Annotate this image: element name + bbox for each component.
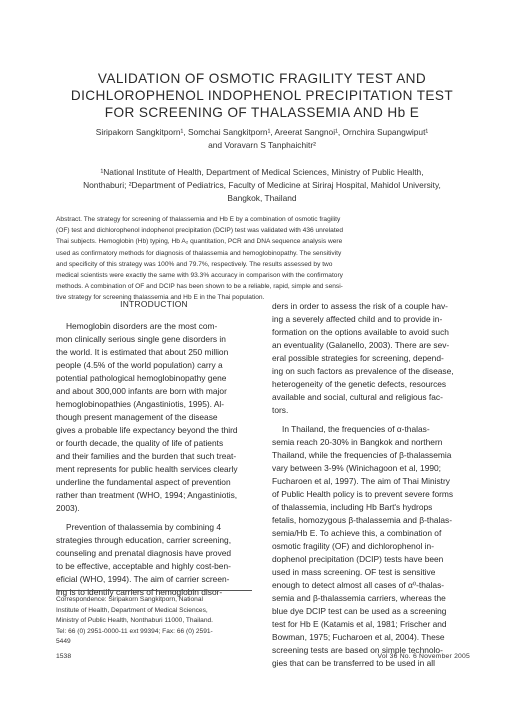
text-line: Prevention of thalassemia by combining 4 xyxy=(66,522,222,532)
text-line: ment represents for public health services clearly xyxy=(56,464,238,474)
text-line: to be effective, acceptable and highly cost-ben- xyxy=(56,561,231,571)
text-line: or fourth decade, the quality of life of patients xyxy=(56,438,224,448)
abstract-line: Thai subjects. Hemoglobin (Hb) typing, Hb A₂ quantitation, PCR and DNA sequence analysis were xyxy=(56,238,343,246)
text-line: semia and β-thalassemia carriers, whereas the xyxy=(272,593,446,603)
title-line: VALIDATION OF OSMOTIC FRAGILITY TEST AND xyxy=(97,71,427,86)
text-line: heterogeneity of the genetic defects, resources xyxy=(272,379,447,389)
text-line: of thalassemia, including Hb Bart's hydrops xyxy=(272,502,433,512)
abstract-line: Abstract. The strategy for screening of thalassemia and Hb E by a combination of osmotic fragility xyxy=(56,216,341,223)
abstract-line: and specificity of this strategy was 100% and 79.7%, respectively. The results assessed by two xyxy=(56,260,333,268)
text-line: Bowman, 1975; Fucharoen et al, 2004). These xyxy=(272,632,445,642)
text-line: Thailand, while the frequencies of β-thalassemia xyxy=(272,450,452,460)
text-line: though present management of the disease xyxy=(56,412,218,422)
text-line: test for Hb E (Katamis et al, 1981; Frischer and xyxy=(272,619,447,629)
paragraph xyxy=(272,300,470,417)
text-line: screening tests are based on simple technolo- xyxy=(272,645,443,655)
text-line: and their families and the burden that such treat- xyxy=(56,451,237,461)
text-line: fetalis, homozygous β-thalassemia and β-thalas- xyxy=(272,515,453,525)
text-line: mon clinically serious single gene disorders in xyxy=(56,334,226,344)
correspondence-line: 5449 xyxy=(56,638,71,646)
correspondence-note xyxy=(56,590,252,648)
affiliation-line: Bangkok, Thailand xyxy=(227,193,297,203)
text-line: underline the fundamental aspect of prevention xyxy=(56,477,231,487)
text-line: and about 300,000 infants are born with major xyxy=(56,386,227,396)
text-line: dophenol precipitation (DCIP) tests have been xyxy=(272,554,444,564)
text-line: osmotic fragility (OF) and dichlorophenol in- xyxy=(272,541,434,551)
text-line: tors. xyxy=(272,405,289,415)
article-title xyxy=(40,70,484,121)
text-line: eficial (WHO, 1994). The aim of carrier screen- xyxy=(56,574,230,584)
affiliation-line: Nonthaburi; ²Department of Pediatrics, Faculty of Medicine at Siriraj Hospital, Mahidol University, xyxy=(83,180,441,190)
text-line: gies that can be transferred to be used in all xyxy=(272,658,435,668)
text-line: 2003). xyxy=(56,503,80,513)
text-line: rather than treatment (WHO, 1994; Angastiniotis, xyxy=(56,490,238,500)
text-line: hemoglobinopathies (Angastiniotis, 1995). Al- xyxy=(56,399,225,409)
abstract-line: tive strategy for screening thalassemia and Hb E in the Thai population. xyxy=(56,294,265,302)
text-line: strategies through education, carrier screening, xyxy=(56,535,232,545)
text-line: ing is to identify carriers of hemoglobin disor- xyxy=(56,587,223,597)
affiliations xyxy=(20,166,504,205)
text-line: formation on the options available to avoid such xyxy=(272,327,449,337)
text-line: vary between 3-9% (Winichagoon et al, 1990; xyxy=(272,463,441,473)
text-line: the world. It is estimated that about 250 million xyxy=(56,347,229,357)
text-line: eral possible strategies for screening, depend- xyxy=(272,353,444,363)
journal-issue: Vol 36 No. 6 November 2005 xyxy=(377,653,470,660)
paragraph xyxy=(56,521,252,599)
left-column xyxy=(56,298,252,599)
text-line: potential pathological hemoglobinopathy gene xyxy=(56,373,227,383)
abstract-line: medical scientists were exactly the same with 93.3% accuracy in comparison with the confirmatory xyxy=(56,272,343,280)
text-line: Fucharoen et al, 1997). The aim of Thai Ministry xyxy=(272,476,450,486)
abstract-line: methods. A combination of OF and DCIP has been shown to be a reliable, rapid, simple and sensi- xyxy=(56,283,343,291)
abstract-line: used as confirmatory methods for diagnosis of thalassemia and hemoglobinopathy. The sensitivity xyxy=(56,249,342,257)
title-line: DICHLOROPHENOL INDOPHENOL PRECIPITATION TEST xyxy=(70,88,454,103)
section-heading: INTRODUCTION xyxy=(120,299,188,309)
text-line: ing a severely affected child and to provide in- xyxy=(272,314,443,324)
paragraph xyxy=(56,320,252,515)
author-line: and Voravarn S Tanphaichitr² xyxy=(208,140,316,150)
author-list xyxy=(30,126,494,152)
correspondence-line: Correspondence: Siripakorn Sangkitporn, National xyxy=(56,596,203,603)
correspondence-line: Ministry of Public Health, Nonthaburi 11000, Thailand. xyxy=(56,617,213,625)
title-line: FOR SCREENING OF THALASSEMIA AND Hb E xyxy=(104,105,420,120)
text-line: counseling and prenatal diagnosis have proved xyxy=(56,548,232,558)
affiliation-line: ¹National Institute of Health, Department of Medical Sciences, Ministry of Public Health, xyxy=(100,167,424,177)
text-line: In Thailand, the frequencies of α-thalas- xyxy=(282,424,430,434)
text-line: used in mass screening. OF test is sensitive xyxy=(272,567,436,577)
text-line: semia reach 20-30% in Bangkok and northern xyxy=(272,437,443,447)
text-line: blue dye DCIP test can be used as a screening xyxy=(272,606,447,616)
text-line: enough to detect almost all cases of α⁰-thalas- xyxy=(272,580,445,590)
text-line: of Public Health policy is to prevent severe forms xyxy=(272,489,454,499)
abstract-line: (OF) test and dichlorophenol indophenol precipitation (DCIP) test was validated with 436 unrelated xyxy=(56,227,343,235)
text-line: Hemoglobin disorders are the most com- xyxy=(66,321,218,331)
text-line: ing on such factors as prevalence of the disease, xyxy=(272,366,454,376)
text-line: semia/Hb E. To achieve this, a combination of xyxy=(272,528,442,538)
text-line: ders in order to assess the risk of a couple hav- xyxy=(272,301,448,311)
author-line: Siripakorn Sangkitporn¹, Somchai Sangkitporn¹, Areerat Sangnoi¹, Ornchira Supangwiput¹ xyxy=(95,127,429,137)
correspondence-line: Institute of Health, Department of Medical Sciences, xyxy=(56,606,208,614)
abstract xyxy=(56,214,470,304)
paragraph xyxy=(272,423,470,670)
text-line: available and social, cultural and religious fac- xyxy=(272,392,443,402)
text-line: an eventuality (Galanello, 2003). There are sev- xyxy=(272,340,450,350)
text-line: people (4.5% of the world population) carry a xyxy=(56,360,223,370)
right-column xyxy=(272,300,470,670)
page-number: 1538 xyxy=(56,653,72,660)
correspondence-line: Tel: 66 (0) 2951-0000-11 ext 99394; Fax: 66 (0) 2591- xyxy=(56,627,213,635)
text-line: gives a probable life expectancy beyond the third xyxy=(56,425,238,435)
